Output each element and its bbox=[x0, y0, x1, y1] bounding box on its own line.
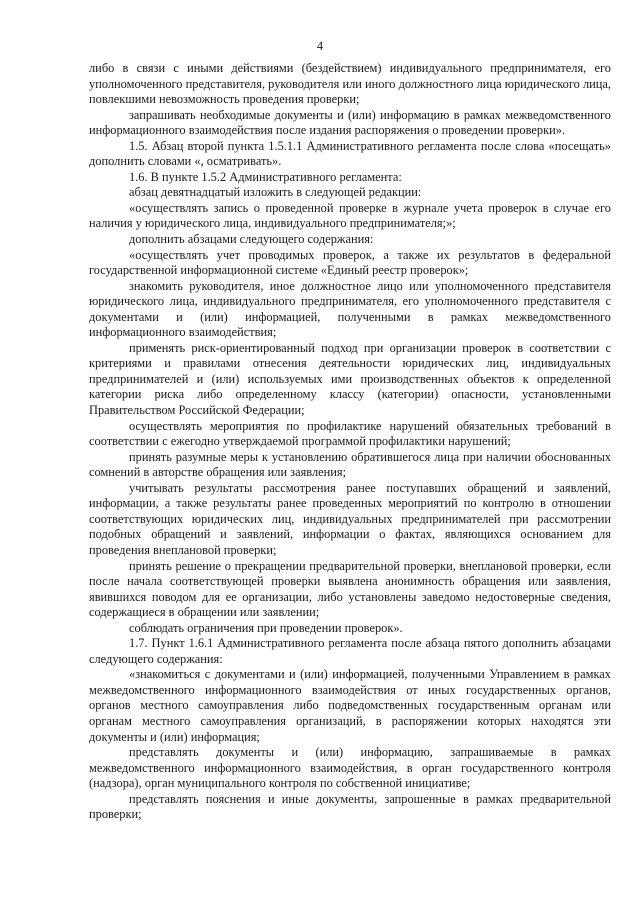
paragraph-9: знакомить руководителя, иное должностное лицо или уполномоченного представителя юридического лица, индивидуального предпринимателя, его уполномоченного представителя с документами и (или) информацией, полученными в рамках межведомственного информационного взаимодействия; bbox=[89, 278, 611, 340]
paragraph-4: 1.6. В пункте 1.5.2 Административного регламента: bbox=[129, 169, 402, 184]
paragraph-8: «осуществлять учет проводимых проверок, а также их результатов в федеральной государственной информационной системе «Единый реестр проверок»; bbox=[89, 247, 611, 278]
paragraph-19: представлять пояснения и иные документы, запрошенные в рамках предварительной проверки; bbox=[89, 791, 611, 822]
paragraph-3: 1.5. Абзац второй пункта 1.5.1.1 Административного регламента после слова «посещать» дополнить словами «, осматривать». bbox=[89, 138, 611, 169]
paragraph-12: принять разумные меры к установлению обратившегося лица при наличии обоснованных сомнений в авторстве обращения или заявления; bbox=[89, 449, 611, 480]
paragraph-10: применять риск-ориентированный подход при организации проверок в соответствии с критериями и правилами отнесения деятельности юридических лиц, индивидуальных предпринимателей и (или) используемых ими производственных объектов к определенной категории риска либо определенному классу (категории) опасности, установленными Правительством Российской Федерации; bbox=[89, 340, 611, 418]
paragraph-18: представлять документы и (или) информацию, запрашиваемые в рамках межведомственного информационного взаимодействия, в орган государственного контроля (надзора), орган муниципального контроля по собственной инициативе; bbox=[89, 745, 611, 791]
document-body bbox=[89, 61, 611, 823]
page-number: 4 bbox=[316, 39, 324, 53]
paragraph-11: осуществлять мероприятия по профилактике нарушений обязательных требований в соответствии с ежегодно утверждаемой программой профилактики нарушений; bbox=[89, 418, 611, 449]
paragraph-14: принять решение о прекращении предварительной проверки, внеплановой проверки, если после начала соответствующей проверки выявлена анонимность обращения или заявления, явившихся поводом для ее организации, либо установлены заведомо недостоверные сведения, содержащиеся в обращении или заявлении; bbox=[89, 558, 611, 620]
paragraph-15: соблюдать ограничения при проведении проверок». bbox=[129, 620, 403, 635]
paragraph-2: запрашивать необходимые документы и (или) информацию в рамках межведомственного информационного взаимодействия после издания распоряжения о проведении проверки». bbox=[89, 107, 611, 138]
paragraph-5: абзац девятнадцатый изложить в следующей редакции: bbox=[129, 185, 422, 200]
paragraph-7: дополнить абзацами следующего содержания: bbox=[129, 232, 374, 247]
paragraph-17: «знакомиться с документами и (или) информацией, полученными Управлением в рамках межведомственного информационного взаимодействия от иных государственных органов, органов местного самоуправления либо подведомственных государственным органам или органам местного самоуправления организаций, в распоряжении которых находятся эти документы и (или) информация; bbox=[89, 667, 611, 744]
paragraph-16: 1.7. Пункт 1.6.1 Административного регламента после абзаца пятого дополнить абзацами следующего содержания: bbox=[89, 636, 611, 666]
paragraph-1: либо в связи с иными действиями (бездействием) индивидуального предпринимателя, его уполномоченного представителя, руководителя или иного должностного лица юридического лица, повлекшими невозможность проведения проверки; bbox=[89, 61, 611, 107]
paragraph-6: «осуществлять запись о проведенной проверке в журнале учета проверок в случае его наличия у юридического лица, индивидуального предпринимателя;»; bbox=[89, 200, 611, 231]
paragraph-13: учитывать результаты рассмотрения ранее поступавших обращений и заявлений, информации, а также результаты ранее проведенных мероприятий по контролю в отношении соответствующих юридических лиц, индивидуальных предпринимателей при рассмотрении подобных обращений и заявлений, информации о фактах, являющихся основанием для проведения внеплановой проверки; bbox=[89, 480, 611, 557]
